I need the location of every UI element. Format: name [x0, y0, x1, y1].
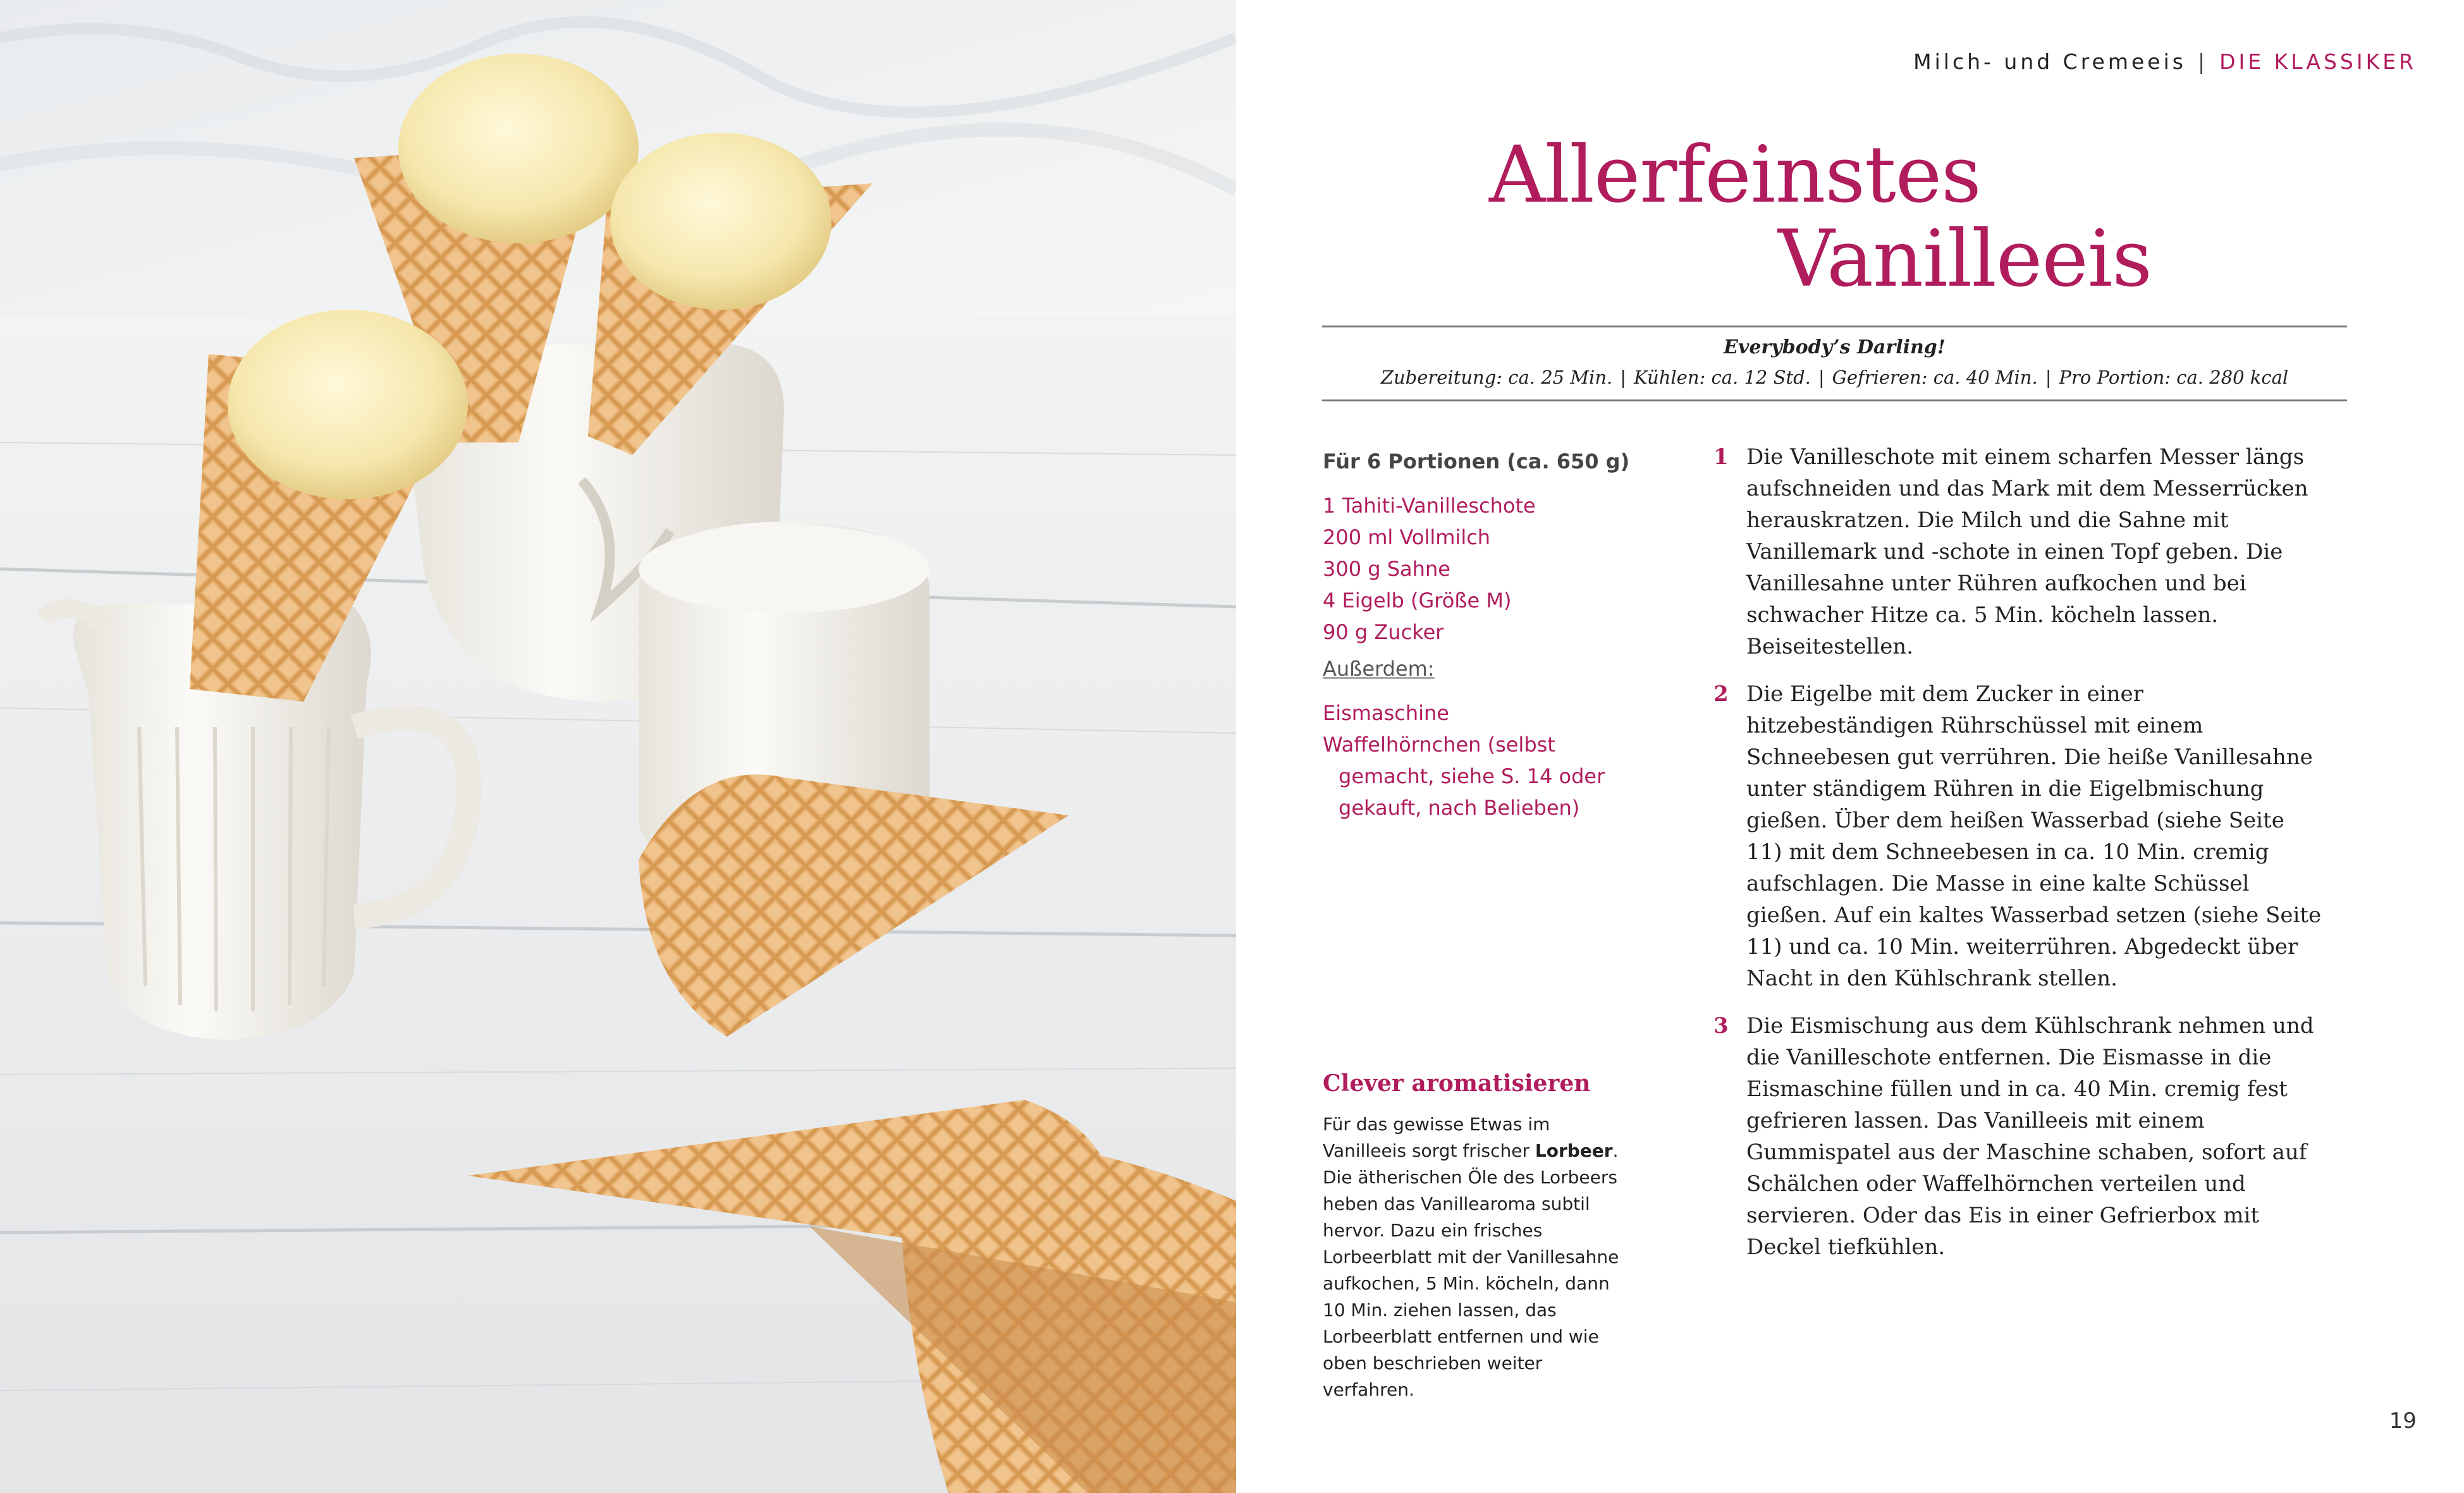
step-1	[1713, 441, 2327, 662]
recipe-tagline: Everybody’s Darling!	[1724, 336, 1946, 358]
step-number: 2	[1713, 681, 1729, 707]
step-text: Die Eigelbe mit dem Zucker in einer hitzebeständigen Rührschüssel mit einem Schneebesen gut verrühren. Die heiße Vanillesahne unter ständigem Rühren in die Eigelbmischung gießen. Über dem heißen Wasserbad (siehe Seite 11) mit dem Schneebesen in ca. 10 Min. cremig aufschlagen. Die Masse in eine kalte Schüssel gießen. Auf ein kaltes Wasserbad setzen (siehe Seite 11) und ca. 10 Min. weiterrühren. Abgedeckt über Nacht in den Kühlschrank stellen.	[1746, 681, 2322, 991]
step-text: Die Eismischung aus dem Kühlschrank nehmen und die Vanilleschote entfernen. Die Eismasse in die Eismaschine füllen und in ca. 40 Min. cremig fest gefrieren lassen. Das Vanilleeis mit einem Gummispatel aus der Maschine schaben, sofort auf Schälchen oder Waffelhörnchen verteilen und servieren. Oder das Eis in einer Gefrierbox mit Deckel tiefkühlen.	[1746, 1013, 2314, 1260]
tip-text-end: . Die ätherischen Öle des Lorbeers heben das Vanillearoma subtil hervor. Dazu ein frisches Lorbeerblatt mit der Vanillesahne aufkochen, 5 Min. köcheln, dann 10 Min. ziehen lassen, das Lorbeerblatt entfernen und wie oben beschrieben weiter verfahren.	[1323, 1140, 1619, 1400]
step-3	[1713, 1010, 2327, 1263]
tip-text-start: Für das gewisse Etwas im Vanilleeis sorgt frischer	[1323, 1114, 1550, 1161]
step-number: 3	[1713, 1013, 1729, 1039]
running-header	[1913, 49, 2417, 74]
extra-item: Waffelhörnchen (selbst gemacht, siehe S. 14 oder gekauft, nach Belieben)	[1323, 733, 1605, 820]
meta-calories: Pro Portion: ca. 280 kcal	[2059, 367, 2289, 388]
header-separator: |	[2197, 49, 2209, 74]
steps-column	[1713, 441, 2327, 1279]
ingredient-item: 300 g Sahne	[1323, 557, 1450, 581]
step-text: Die Vanilleschote mit einem scharfen Messer längs aufschneiden und das Mark mit dem Messerrücken herauskratzen. Die Milch und die Sahne mit Vanillemark und -schote in einen Topf geben. Die Vanillesahne unter Rühren aufkochen und bei schwacher Hitze ca. 5 Min. köcheln lassen. Beiseitestellen.	[1746, 444, 2308, 659]
ingredients-column	[1323, 446, 1652, 824]
page-number: 19	[2389, 1408, 2417, 1434]
header-section: Milch- und Cremeeis	[1913, 49, 2186, 74]
rule-bottom	[1322, 399, 2347, 401]
ingredient-item: 200 ml Vollmilch	[1323, 525, 1491, 549]
recipe-meta: Zubereitung: ca. 25 Min. | Kühlen: ca. 12 Std. | Gefrieren: ca. 40 Min. | Pro Portion: ca. 280 kcal	[1380, 367, 2289, 388]
step-number: 1	[1713, 444, 1729, 470]
extra-item: Eismaschine	[1323, 701, 1449, 725]
recipe-title-line-1: Allerfeinstes	[1489, 130, 1981, 221]
extras-heading: Außerdem:	[1323, 657, 1435, 681]
recipe-page	[1236, 0, 2464, 1493]
recipe-title-line-2: Vanilleeis	[1778, 214, 2152, 305]
ingredient-item: 90 g Zucker	[1323, 620, 1444, 644]
tip-title: Clever aromatisieren	[1323, 1070, 1591, 1097]
tip-bold-word: Lorbeer	[1535, 1140, 1613, 1161]
ingredient-item: 1 Tahiti-Vanilleschote	[1323, 494, 1536, 518]
rule-top	[1322, 326, 2347, 327]
meta-cooling-time: Kühlen: ca. 12 Std.	[1634, 367, 1811, 388]
ingredient-item: 4 Eigelb (Größe M)	[1323, 588, 1512, 612]
header-category: DIE KLASSIKER	[2219, 49, 2417, 74]
meta-prep-time: Zubereitung: ca. 25 Min.	[1380, 367, 1613, 388]
tip-body	[1323, 1111, 1633, 1403]
step-2	[1713, 678, 2327, 994]
meta-freezing-time: Gefrieren: ca. 40 Min.	[1832, 367, 2038, 388]
ingredients-heading: Für 6 Portionen (ca. 650 g)	[1323, 449, 1630, 473]
